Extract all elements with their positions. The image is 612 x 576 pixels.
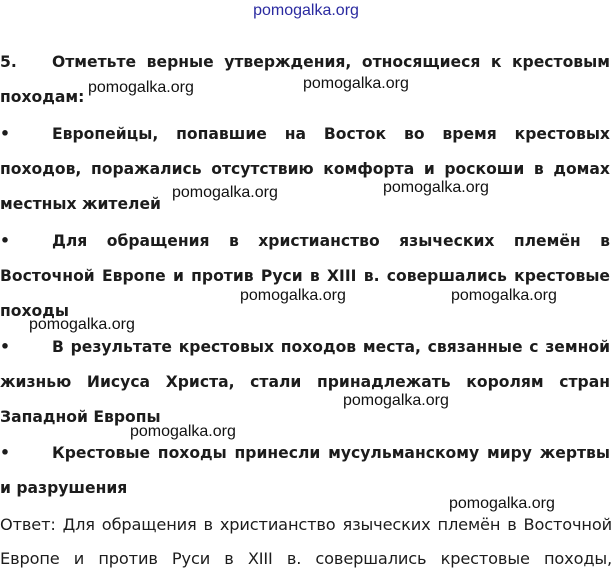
statement-item-2 <box>0 224 612 329</box>
bullet-icon: • <box>0 125 10 143</box>
statement-item-1 <box>0 117 612 222</box>
watermark: pomogalka.org <box>451 287 557 304</box>
bullet-icon: • <box>0 338 10 356</box>
watermark: pomogalka.org <box>29 316 135 333</box>
watermark: pomogalka.org <box>130 423 236 440</box>
statement-text: В результате крестовых походов места, связанные с земной жизнью Иисуса Христа, стали принадлежать королям стран Западной Европы <box>0 338 610 426</box>
statement-item-3 <box>0 330 612 435</box>
watermark: pomogalka.org <box>88 79 194 96</box>
statement-text: Европейцы, попавшие на Восток во время крестовых походов, поражались отсутствию комфорта и роскоши в домах местных жителей <box>0 125 610 213</box>
answer-text: Ответ: Для обращения в христианство языческих племён в Восточной Европе и против Руси в XIII в. совершались крестовые походы, <box>0 515 612 568</box>
bullet-icon: • <box>0 444 10 462</box>
watermark: pomogalka.org <box>343 392 449 409</box>
watermark: pomogalka.org <box>303 75 409 92</box>
statement-text: Для обращения в христианство языческих племён в Восточной Европе и против Руси в XIII в. совершались крестовые походы <box>0 232 610 320</box>
bullet-icon: • <box>0 232 10 250</box>
watermark: pomogalka.org <box>172 184 278 201</box>
watermark: pomogalka.org <box>449 495 555 512</box>
question-text: Отметьте верные утверждения, относящиеся к крестовым походам: <box>0 53 610 106</box>
question-number: 5. <box>0 53 17 71</box>
watermark: pomogalka.org <box>240 287 346 304</box>
watermark: pomogalka.org <box>383 179 489 196</box>
statement-text: Крестовые походы принесли мусульманскому миру жертвы и разрушения <box>0 444 610 497</box>
header-watermark: pomogalka.org <box>253 2 359 19</box>
